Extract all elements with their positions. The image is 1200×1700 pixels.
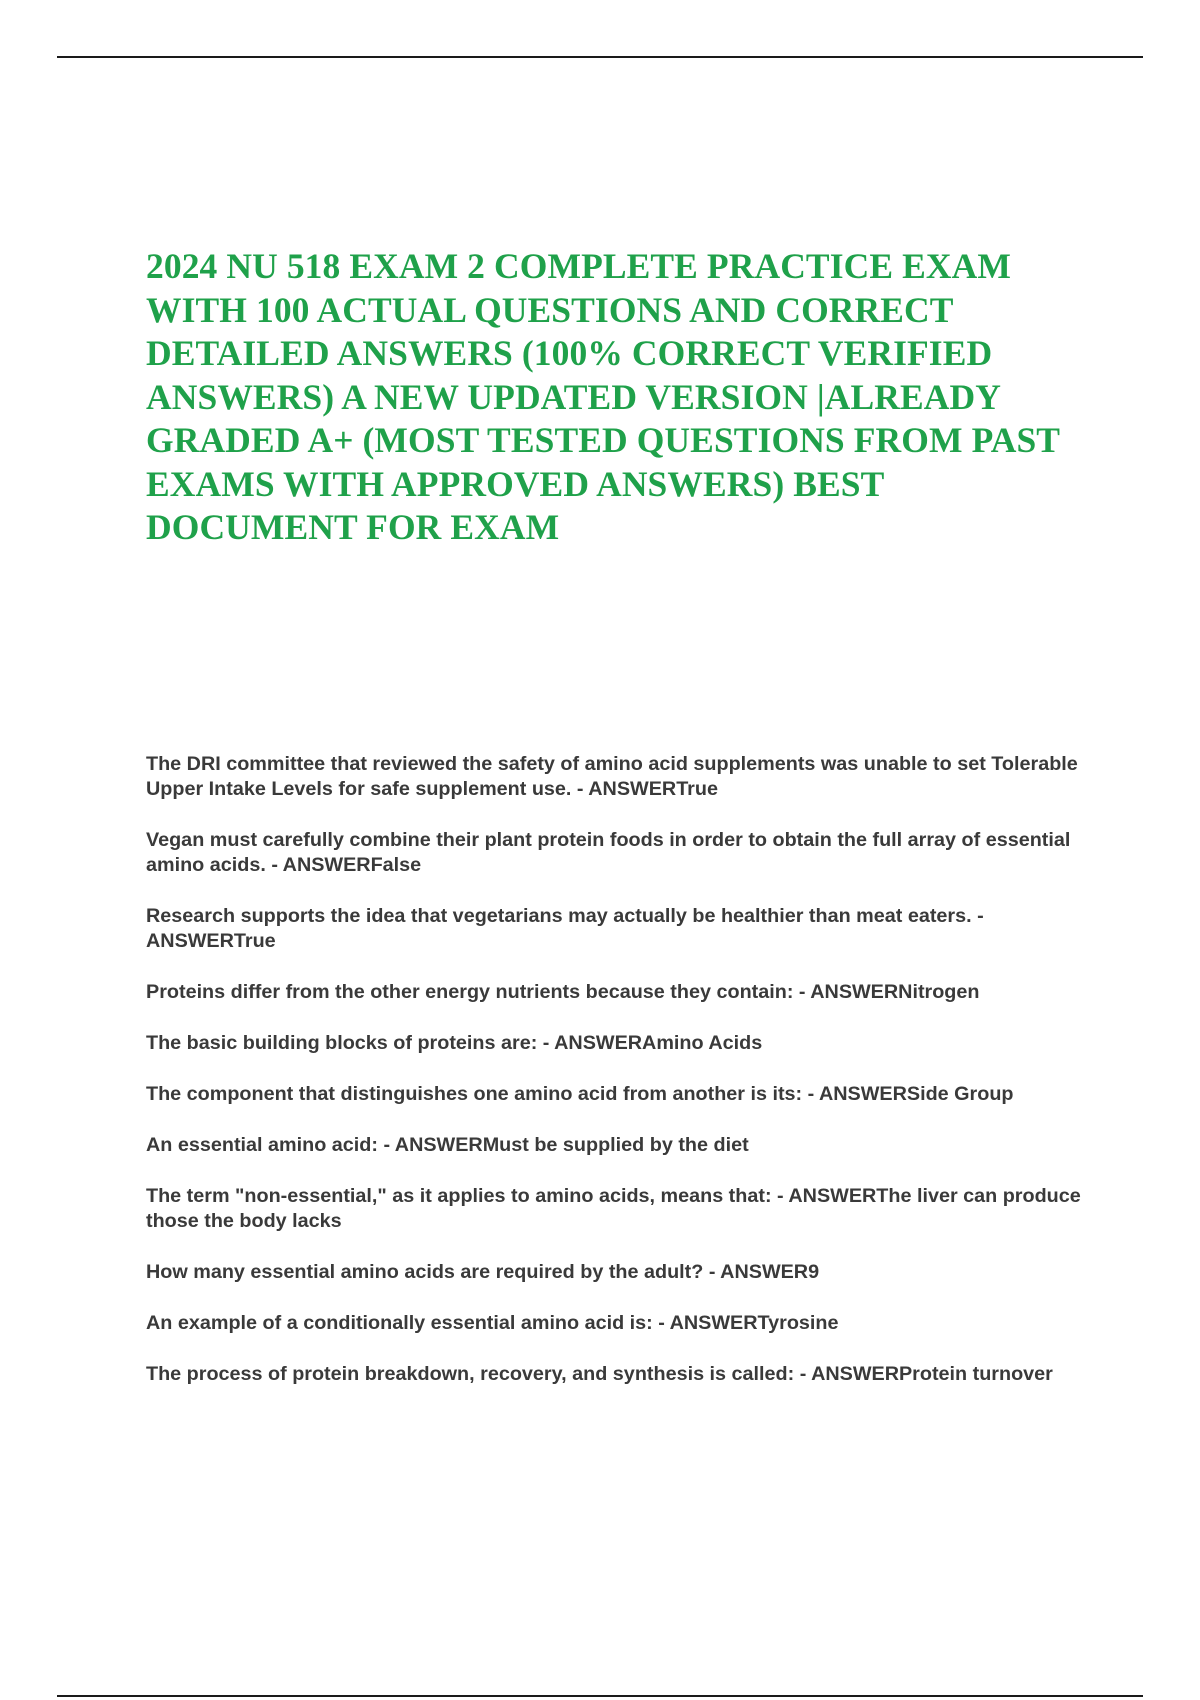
qa-item: An example of a conditionally essential amino acid is: - ANSWERTyrosine [146, 1312, 839, 1334]
qa-item: How many essential amino acids are required by the adult? - ANSWER9 [146, 1261, 820, 1283]
qa-item: The DRI committee that reviewed the safety of amino acid supplements was unable to set Tolerable Upper Intake Levels for safe supplement use. - ANSWERTrue [146, 753, 1078, 800]
qa-item: The process of protein breakdown, recovery, and synthesis is called: - ANSWERProtein turnover [146, 1363, 1053, 1385]
document-title: 2024 NU 518 EXAM 2 COMPLETE PRACTICE EXAM WITH 100 ACTUAL QUESTIONS AND CORRECT DETAILED ANSWERS (100% CORRECT VERIFIED ANSWERS) A NEW UPDATED VERSION |ALREADY GRADED A+ (MOST TESTED QUESTIONS FROM PAST EXAMS WITH APPROVED ANSWERS) BEST DOCUMENT FOR EXAM [146, 246, 1060, 547]
bottom-divider [57, 1695, 1143, 1697]
top-divider [57, 56, 1143, 58]
qa-list [146, 752, 1091, 1413]
qa-item: Vegan must carefully combine their plant protein foods in order to obtain the full array of essential amino acids. - ANSWERFalse [146, 829, 1071, 876]
qa-item: The term "non-essential," as it applies to amino acids, means that: - ANSWERThe liver can produce those the body lacks [146, 1185, 1081, 1232]
qa-item: Research supports the idea that vegetarians may actually be healthier than meat eaters. - ANSWERTrue [146, 905, 984, 952]
qa-item: Proteins differ from the other energy nutrients because they contain: - ANSWERNitrogen [146, 981, 980, 1003]
qa-item: The component that distinguishes one amino acid from another is its: - ANSWERSide Group [146, 1083, 1014, 1105]
qa-item: The basic building blocks of proteins are: - ANSWERAmino Acids [146, 1032, 763, 1054]
qa-item: An essential amino acid: - ANSWERMust be supplied by the diet [146, 1134, 749, 1156]
